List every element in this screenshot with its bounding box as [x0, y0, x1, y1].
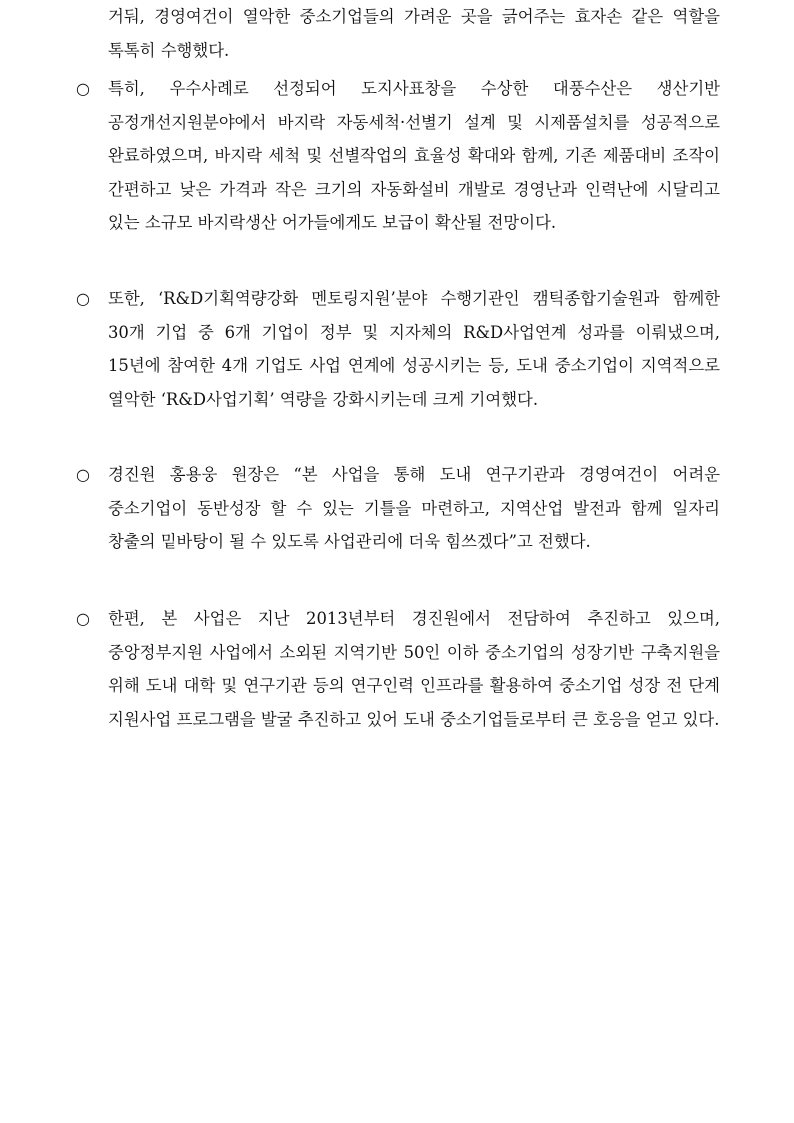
paragraph-director-quote	[76, 458, 720, 559]
paragraph-text: 경진원 홍용웅 원장은 “본 사업을 통해 도내 연구기관과 경영여건이 어려운 중소기업이 동반성장 할 수 있는 기틀을 마련하고, 지역산업 발전과 함께 일자리 창출의 밑바탕이 될 수 있도록 사업관리에 더욱 힘쓰겠다”고 전했다.	[108, 465, 720, 552]
continued-paragraph: 거둬, 경영여건이 열악한 중소기업들의 가려운 곳을 긁어주는 효자손 같은 역할을 톡톡히 수행했다.	[108, 7, 720, 60]
paragraph-text: 특히, 우수사례로 선정되어 도지사표창을 수상한 대풍수산은 생산기반 공정개선지원분야에서 바지락 자동세척·선별기 설계 및 시제품설치를 성공적으로 완료하였으며, 바지락 세척 및 선별작업의 효율성 확대와 함께, 기존 제품대비 조작이 간편하고 낮은 가격과 작은 크기의 자동화설비 개발로 경영난과 인력난에 시달리고 있는 소규모 바지락생산 어가들에게도 보급이 확산될 전망이다.	[108, 79, 720, 233]
paragraph-program-background	[76, 602, 720, 736]
paragraph-daepung-case	[76, 72, 720, 240]
bullet-circle-icon: ○	[76, 465, 90, 484]
paragraph-text: 한편, 본 사업은 지난 2013년부터 경진원에서 전담하여 추진하고 있으며, 중앙정부지원 사업에서 소외된 지역기반 50인 이하 중소기업의 성장기반 구축지원을 위해 도내 대학 및 연구기관 등의 연구인력 인프라를 활용하여 중소기업 성장 전 단계 지원사업 프로그램을 발굴 추진하고 있어 도내 중소기업들로부터 큰 호응을 얻고 있다.	[108, 609, 720, 729]
bullet-circle-icon: ○	[76, 609, 90, 628]
paragraph-rnd-mentoring	[76, 282, 720, 416]
paragraph-text: 또한, ‘R&D기획역량강화 멘토링지원’분야 수행기관인 캠틱종합기술원과 함께한 30개 기업 중 6개 기업이 정부 및 지자체의 R&D사업연계 성과를 이뤄냈으며, 15년에 참여한 4개 기업도 사업 연계에 성공시키는 등, 도내 중소기업이 지역적으로 열악한 ‘R&D사업기획’ 역량을 강화시키는데 크게 기여했다.	[108, 289, 720, 409]
bullet-circle-icon: ○	[76, 79, 90, 98]
bullet-circle-icon: ○	[76, 289, 90, 308]
